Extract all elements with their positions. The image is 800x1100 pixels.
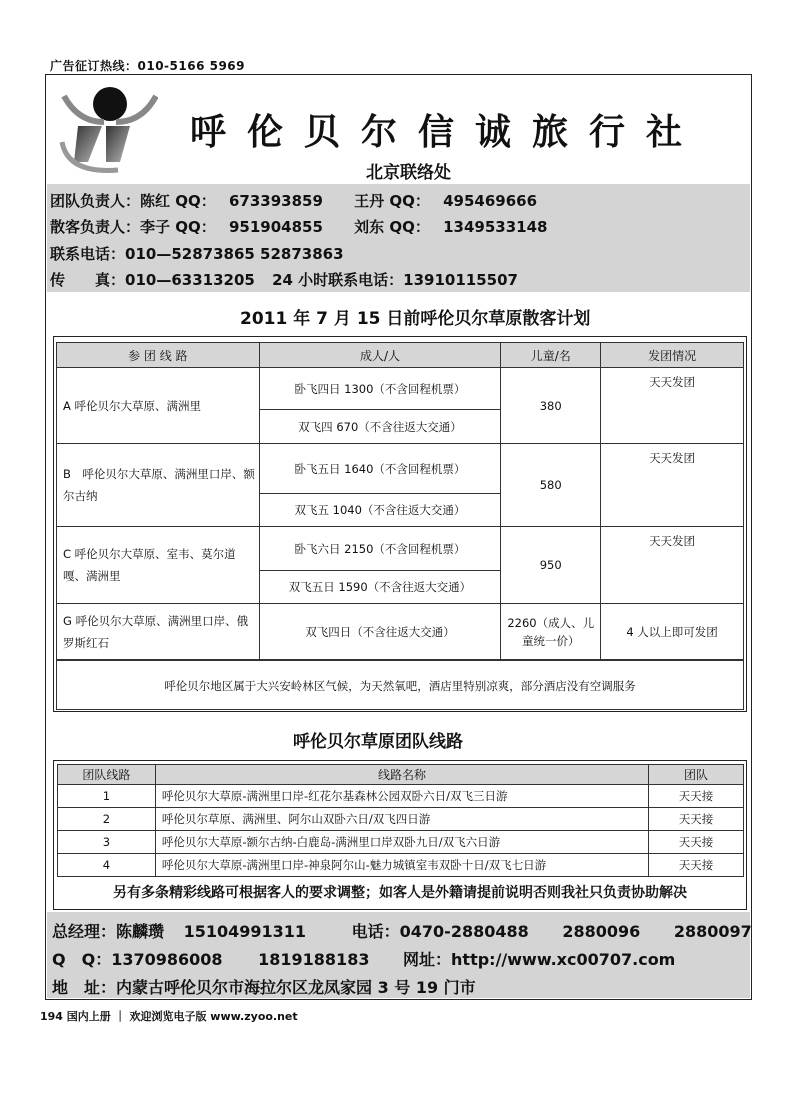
route-number: 2 — [58, 808, 156, 831]
table-row — [58, 785, 744, 808]
team-contact-label: 团队负责人：陈红 QQ： — [50, 192, 216, 210]
fax-number: 010—63313205 — [125, 271, 255, 289]
address-line: 地 址：内蒙古呼伦贝尔市海拉尔区龙凤家园 3 号 19 门市 — [52, 978, 476, 997]
team-qq-2: 495469666 — [443, 192, 538, 210]
qq-label: Q Q：1370986008 — [52, 950, 223, 969]
team-contact-line — [50, 190, 537, 211]
tel-2: 2880096 — [562, 922, 641, 941]
header-team: 团队 — [649, 765, 744, 785]
adult-price-cell: 卧飞四日 1300（不含回程机票） — [259, 368, 501, 410]
website[interactable]: 网址：http://www.xc00707.com — [403, 950, 676, 969]
header-child: 儿童/名 — [501, 343, 601, 368]
header-status: 发团情况 — [601, 343, 744, 368]
ad-hotline: 广告征订热线：010-5166 5969 — [50, 59, 246, 73]
status-cell: 天天发团 — [601, 368, 744, 444]
tel-label: 电话：0470-2880488 — [351, 922, 529, 941]
route-number: 3 — [58, 831, 156, 854]
qq-2: 1819188183 — [258, 950, 370, 969]
status-cell: 天天发团 — [601, 527, 744, 604]
fax-line — [50, 269, 518, 290]
route-status: 天天接 — [649, 785, 744, 808]
table-row — [58, 831, 744, 854]
manager-phone: 15104991311 — [183, 922, 307, 941]
status-cell: 4 人以上即可发团 — [601, 604, 744, 660]
adult-price-cell: 双飞四 670（不含往返大交通） — [259, 410, 501, 444]
header-route: 参 团 线 路 — [57, 343, 260, 368]
phone-label: 联系电话： — [50, 245, 126, 263]
page-footer: 194 国内上册 ｜ 欢迎浏览电子版 www.zyoo.net — [40, 1010, 298, 1023]
route-name: 呼伦贝尔大草原-满洲里口岸-神泉阿尔山-魅力城镇室韦双卧十日/双飞七日游 — [155, 854, 648, 877]
child-price-cell: 2260（成人、儿童统一价） — [501, 604, 601, 660]
route-cell: C 呼伦贝尔大草原、室韦、莫尔道嘎、满洲里 — [57, 527, 260, 604]
table-row — [57, 444, 744, 494]
plan-header-row — [57, 343, 744, 368]
adult-price-cell: 双飞四日（不含往返大交通） — [259, 604, 501, 660]
company-logo — [58, 82, 158, 178]
child-price-cell: 380 — [501, 368, 601, 444]
route-cell: A 呼伦贝尔大草原、满洲里 — [57, 368, 260, 444]
route-status: 天天接 — [649, 854, 744, 877]
manager-line — [52, 919, 752, 942]
route-cell: G 呼伦贝尔大草原、满洲里口岸、俄罗斯红石 — [57, 604, 260, 660]
team-table — [57, 764, 744, 877]
status-cell: 天天发团 — [601, 444, 744, 527]
adult-price-cell: 双飞五日 1590（不含往返大交通） — [259, 571, 501, 604]
route-number: 1 — [58, 785, 156, 808]
table-row — [58, 854, 744, 877]
phone-number: 010—52873865 52873863 — [125, 245, 344, 263]
route-name: 呼伦贝尔大草原-满洲里口岸-红花尔基森林公园双卧六日/双飞三日游 — [155, 785, 648, 808]
table-row — [57, 604, 744, 660]
individual-qq: 951904855 — [228, 218, 323, 236]
table-row — [58, 808, 744, 831]
adult-price-cell: 卧飞六日 2150（不含回程机票） — [259, 527, 501, 571]
header-team-route: 团队线路 — [58, 765, 156, 785]
individual-qq-2: 1349533148 — [443, 218, 548, 236]
individual-contact-label: 散客负责人：李子 QQ： — [50, 218, 216, 236]
route-status: 天天接 — [649, 808, 744, 831]
phone-line — [50, 243, 344, 264]
adult-price-cell: 双飞五 1040（不含往返大交通） — [259, 494, 501, 527]
team-header-row — [58, 765, 744, 785]
individual-contact-2: 刘东 QQ： — [354, 218, 430, 236]
manager-label: 总经理：陈麟瓒 — [52, 922, 165, 941]
route-name: 呼伦贝尔草原、满洲里、阿尔山双卧六日/双飞四日游 — [155, 808, 648, 831]
fax-label: 传 真： — [50, 271, 126, 289]
qq-line — [52, 947, 675, 970]
plan-title: 2011 年 7 月 15 日前呼伦贝尔草原散客计划 — [240, 309, 591, 329]
climate-note: 呼伦贝尔地区属于大兴安岭林区气候，为天然氧吧，酒店里特别凉爽，部分酒店没有空调服务 — [56, 660, 744, 710]
office-name: 北京联络处 — [366, 163, 451, 183]
individual-contact-line — [50, 216, 547, 237]
route-number: 4 — [58, 854, 156, 877]
tel-3: 2880097 — [673, 922, 752, 941]
company-name: 呼伦贝尔信诚旅行社 — [190, 111, 704, 153]
adult-price-cell: 卧飞五日 1640（不含回程机票） — [259, 444, 501, 494]
header-adult: 成人/人 — [259, 343, 501, 368]
route-status: 天天接 — [649, 831, 744, 854]
team-title: 呼伦贝尔草原团队线路 — [293, 732, 463, 752]
route-cell: B 呼伦贝尔大草原、满洲里口岸、额尔古纳 — [57, 444, 260, 527]
team-qq: 673393859 — [228, 192, 323, 210]
team-contact-2: 王丹 QQ： — [354, 192, 430, 210]
route-name: 呼伦贝尔大草原-额尔古纳-白鹿岛-满洲里口岸双卧九日/双飞六日游 — [155, 831, 648, 854]
child-price-cell: 580 — [501, 444, 601, 527]
plan-table — [56, 342, 744, 660]
hotline24-number: 13910115507 — [403, 271, 518, 289]
table-row — [57, 368, 744, 410]
custom-route-note: 另有多条精彩线路可根据客人的要求调整；如客人是外籍请提前说明否则我社只负责协助解决 — [113, 885, 687, 901]
table-row — [57, 527, 744, 571]
header-route-name: 线路名称 — [155, 765, 648, 785]
hotline24-label: 24 小时联系电话： — [272, 271, 404, 289]
child-price-cell: 950 — [501, 527, 601, 604]
